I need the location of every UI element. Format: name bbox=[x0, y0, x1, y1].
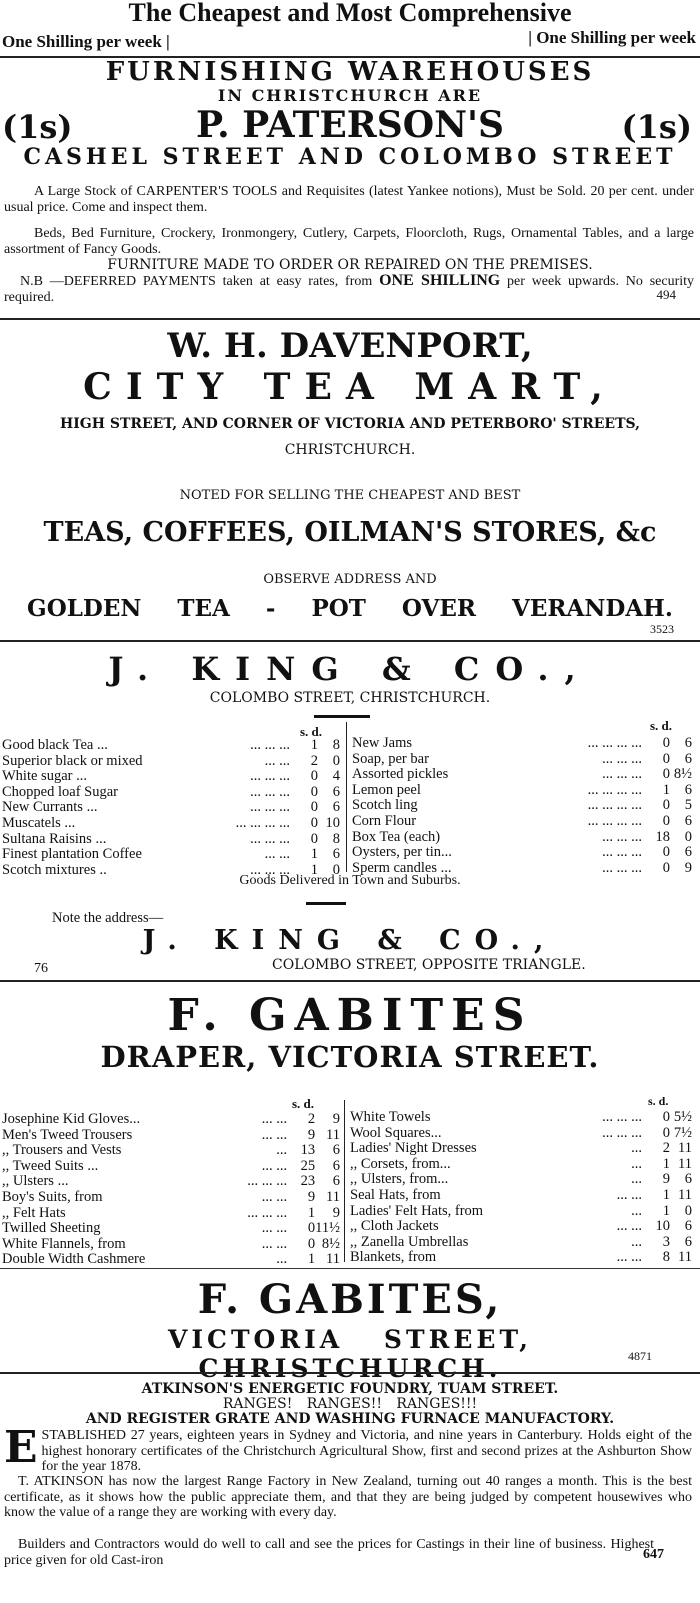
price-pence: 6 bbox=[684, 750, 692, 767]
price-pence: 6 bbox=[684, 812, 692, 829]
price-dots: ... ... bbox=[264, 752, 290, 769]
price-shillings: 25 bbox=[300, 1157, 316, 1174]
price-item: Good black Tea ... bbox=[2, 737, 108, 753]
gabites-left-list bbox=[2, 1112, 340, 1268]
price-item: Josephine Kid Gloves... bbox=[2, 1111, 141, 1127]
price-row bbox=[352, 798, 692, 814]
king-currency-left: s. d. bbox=[300, 724, 323, 739]
price-row bbox=[2, 1143, 340, 1159]
price-pence: 11 bbox=[326, 1126, 340, 1143]
price-dots: ... ... ... bbox=[602, 766, 642, 783]
price-shillings: 0 bbox=[662, 735, 670, 751]
price-row bbox=[352, 783, 692, 799]
price-row bbox=[2, 1159, 340, 1175]
price-shillings: 9 bbox=[307, 1188, 316, 1205]
price-shillings: 1 bbox=[662, 1155, 670, 1172]
price-row bbox=[352, 767, 692, 783]
price-row bbox=[2, 1206, 340, 1222]
price-pence: 8½ bbox=[321, 1235, 340, 1252]
price-pence: 6 bbox=[332, 1173, 340, 1190]
price-shillings: 18 bbox=[655, 828, 670, 845]
price-dots: ... ... ... bbox=[250, 737, 290, 753]
price-row bbox=[350, 1110, 692, 1126]
price-item: Box Tea (each) bbox=[352, 828, 441, 845]
price-shillings: 0 bbox=[310, 814, 318, 831]
price-pence: 5 bbox=[684, 797, 692, 814]
price-item: Corn Flour bbox=[352, 812, 417, 829]
atkinson-ad-number: 647 bbox=[643, 1547, 664, 1562]
price-shillings: 0 bbox=[310, 830, 318, 847]
price-item: Sperm candles ... bbox=[352, 859, 452, 876]
price-item: Seal Hats, from bbox=[350, 1186, 441, 1203]
price-shillings: 1 bbox=[310, 737, 318, 753]
price-dots: ... bbox=[631, 1202, 642, 1219]
price-dots: ... ... ... bbox=[602, 750, 642, 767]
price-pence: 0 bbox=[332, 752, 340, 769]
price-shillings: 1 bbox=[662, 781, 670, 798]
price-dots: ... ... ... bbox=[250, 783, 290, 800]
price-dots: ... ... bbox=[261, 1220, 288, 1237]
paterson-para2b: FURNITURE MADE TO ORDER OR REPAIRED ON THE PREMISES. bbox=[107, 257, 593, 273]
king-note: Note the address— bbox=[52, 910, 164, 926]
davenport-name: W. H. DAVENPORT, bbox=[167, 326, 533, 366]
price-shillings: 13 bbox=[300, 1142, 316, 1159]
davenport-address: HIGH STREET, AND CORNER OF VICTORIA AND PETERBORO' STREETS, bbox=[60, 416, 640, 432]
price-dots: ... ... ... ... bbox=[587, 735, 642, 751]
price-row bbox=[2, 785, 340, 801]
price-pence: 6 bbox=[684, 844, 692, 861]
price-row bbox=[2, 1190, 340, 1206]
price-shillings: 9 bbox=[307, 1126, 316, 1143]
price-pence: 11 bbox=[678, 1140, 692, 1157]
price-dots: ... ... ... ... bbox=[587, 797, 642, 814]
price-dots: ... ... ... bbox=[247, 1173, 288, 1190]
price-shillings: 1 bbox=[662, 1186, 670, 1203]
price-dots: ... bbox=[631, 1171, 642, 1188]
price-row bbox=[350, 1204, 692, 1220]
price-item: Twilled Sheeting bbox=[2, 1220, 101, 1237]
gabites-name: F. GABITES bbox=[167, 990, 533, 1041]
price-dots: ... ... ... bbox=[250, 861, 290, 878]
price-shillings: 0 bbox=[662, 797, 670, 814]
price-pence: 6 bbox=[332, 1142, 340, 1159]
price-shillings: 8 bbox=[662, 1249, 670, 1266]
price-row bbox=[2, 832, 340, 848]
price-item: New Currants ... bbox=[2, 799, 98, 816]
price-row bbox=[2, 1128, 340, 1144]
price-row bbox=[350, 1141, 692, 1157]
price-pence: 0 bbox=[684, 1202, 692, 1219]
price-shillings: 0 bbox=[662, 750, 670, 767]
price-shillings: 9 bbox=[662, 1171, 670, 1188]
king-divider-2 bbox=[306, 902, 346, 905]
price-item: ,, Tweed Suits ... bbox=[2, 1157, 99, 1174]
price-dots: ... ... ... bbox=[602, 1109, 642, 1125]
price-row bbox=[2, 769, 340, 785]
price-dots: ... ... bbox=[616, 1186, 642, 1203]
price-item: White Flannels, from bbox=[2, 1235, 126, 1252]
price-pence: 11 bbox=[678, 1249, 692, 1266]
price-row bbox=[352, 814, 692, 830]
king-divider bbox=[314, 715, 370, 718]
price-dots: ... ... bbox=[261, 1111, 288, 1127]
paterson-streets: CASHEL STREET AND COLOMBO STREET bbox=[23, 144, 677, 170]
price-row bbox=[2, 800, 340, 816]
price-dots: ... bbox=[631, 1233, 642, 1250]
price-pence: 9 bbox=[684, 859, 692, 876]
gabites-ad-number: 4871 bbox=[628, 1349, 652, 1363]
price-dots: ... ... bbox=[261, 1235, 288, 1252]
price-item: Double Width Cashmere bbox=[2, 1251, 146, 1268]
price-pence: 9 bbox=[332, 1204, 340, 1221]
paterson-para2a: Beds, Bed Furniture, Crockery, Ironmongery, Cutlery, Carpets, Floorcloth, Rugs, Ornamental Tables, and a large assortment of Fancy Goods. bbox=[4, 226, 694, 257]
price-row bbox=[2, 738, 340, 754]
price-item: White sugar ... bbox=[2, 768, 87, 785]
atkinson-para3: Builders and Contractors would do well to call and see the prices for Castings in their line of business. Highest price given for old Cast-iron bbox=[4, 1537, 654, 1568]
price-item: ,, Zanella Umbrellas bbox=[350, 1233, 469, 1250]
price-shillings: 1 bbox=[307, 1251, 316, 1268]
price-row bbox=[352, 845, 692, 861]
price-item: Sultana Raisins ... bbox=[2, 830, 107, 847]
price-dots: ... ... bbox=[616, 1249, 642, 1266]
king-currency-right: s. d. bbox=[650, 718, 673, 733]
price-row bbox=[2, 1252, 340, 1268]
king-right-list bbox=[352, 736, 692, 876]
gabites-currency-left: s. d. bbox=[292, 1096, 315, 1111]
price-dots: ... ... bbox=[261, 1157, 288, 1174]
price-item: Chopped loaf Sugar bbox=[2, 783, 118, 800]
price-item: ,, Trousers and Vests bbox=[2, 1142, 122, 1159]
price-pence: 6 bbox=[332, 783, 340, 800]
atkinson-subtitle: AND REGISTER GRATE AND WASHING FURNACE MANUFACTORY. bbox=[85, 1411, 615, 1427]
price-row bbox=[2, 754, 340, 770]
price-item: Assorted pickles bbox=[352, 766, 449, 783]
price-row bbox=[350, 1126, 692, 1142]
king-ad-number: 76 bbox=[34, 961, 48, 976]
gabites-name-2: F. GABITES, bbox=[197, 1276, 503, 1323]
price-item: Wool Squares... bbox=[350, 1124, 442, 1141]
price-pence: 9 bbox=[332, 1111, 340, 1127]
price-pence: 8 bbox=[332, 830, 340, 847]
price-item: Scotch mixtures .. bbox=[2, 861, 107, 878]
price-shillings: 0 bbox=[310, 768, 318, 785]
price-dots: ... ... ... bbox=[247, 1204, 288, 1221]
price-item: ,, Ulsters ... bbox=[2, 1173, 69, 1190]
price-pence: 4 bbox=[332, 768, 340, 785]
price-item: White Towels bbox=[350, 1109, 431, 1125]
price-shillings: 10 bbox=[655, 1218, 670, 1235]
price-shillings: 0 bbox=[662, 812, 670, 829]
price-pence: 8½ bbox=[673, 766, 692, 783]
price-row bbox=[350, 1188, 692, 1204]
price-dots: ... ... ... bbox=[602, 828, 642, 845]
price-shillings: 1 bbox=[662, 1202, 670, 1219]
price-dots: ... bbox=[276, 1142, 288, 1159]
price-item: Oysters, per tin... bbox=[352, 844, 452, 861]
price-shillings: 0 bbox=[310, 783, 318, 800]
davenport-business: CITY TEA MART, bbox=[83, 366, 617, 408]
price-pence: 6 bbox=[684, 1233, 692, 1250]
king-street: COLOMBO STREET, CHRISTCHURCH. bbox=[209, 690, 491, 706]
price-item: Superior black or mixed bbox=[2, 752, 143, 769]
price-pence: 0 bbox=[332, 861, 340, 878]
price-pence: 6 bbox=[332, 846, 340, 863]
price-row bbox=[352, 830, 692, 846]
price-row bbox=[350, 1250, 692, 1266]
paterson-para1: A Large Stock of CARPENTER'S TOOLS and Requisites (latest Yankee notions), Must be Sold. 20 per cent. under usual price. Come and inspect them. bbox=[4, 184, 694, 215]
price-row bbox=[350, 1172, 692, 1188]
price-item: Ladies' Night Dresses bbox=[350, 1140, 477, 1157]
price-dots: ... bbox=[631, 1140, 642, 1157]
price-item: ,, Felt Hats bbox=[2, 1204, 66, 1221]
price-row bbox=[2, 1112, 340, 1128]
paterson-para2c: N.B —DEFERRED PAYMENTS taken at easy rates, from ONE SHILLING per week upwards. No security required. bbox=[4, 272, 695, 305]
price-shillings: 1 bbox=[310, 846, 318, 863]
price-shillings: 0 bbox=[307, 1235, 316, 1252]
price-pence: 11 bbox=[326, 1251, 340, 1268]
price-dots: ... ... ... ... bbox=[587, 812, 642, 829]
atkinson-para2: T. ATKINSON has now the largest Range Factory in New Zealand, turning out 40 ranges a month. This is the best certificate, as it shows how the public appreciate them, and that they are being judged by competent housewives who know the value of a range they are working with every day. bbox=[4, 1474, 692, 1520]
price-dots: ... bbox=[631, 1155, 642, 1172]
gabites-right-list bbox=[350, 1110, 692, 1266]
price-dots: ... ... bbox=[616, 1218, 642, 1235]
price-item: Scotch ling bbox=[352, 797, 418, 814]
price-item: Muscatels ... bbox=[2, 814, 76, 831]
price-pence: 11 bbox=[678, 1155, 692, 1172]
price-pence: 11 bbox=[326, 1188, 340, 1205]
price-shillings: 2 bbox=[310, 752, 318, 769]
price-pence: 8 bbox=[332, 737, 340, 753]
paterson-headline: The Cheapest and Most Comprehensive bbox=[128, 0, 572, 27]
price-item: ,, Corsets, from... bbox=[350, 1155, 451, 1172]
price-item: Men's Tweed Trousers bbox=[2, 1126, 133, 1143]
davenport-goods: TEAS, COFFEES, OILMAN'S STORES, &c bbox=[43, 517, 657, 548]
price-item: Soap, per bar bbox=[352, 750, 429, 767]
price-pence: 11½ bbox=[315, 1220, 340, 1237]
king-name-2: J. KING & CO., bbox=[142, 925, 558, 956]
price-dots: ... ... ... bbox=[250, 830, 290, 847]
price-row bbox=[2, 847, 340, 863]
price-row bbox=[2, 1221, 340, 1237]
price-dots: ... ... bbox=[264, 846, 290, 863]
price-item: Blankets, from bbox=[350, 1249, 437, 1266]
price-row bbox=[2, 816, 340, 832]
king-street-2: COLOMBO STREET, OPPOSITE TRIANGLE. bbox=[272, 957, 586, 973]
price-row bbox=[350, 1235, 692, 1251]
price-shillings: 2 bbox=[307, 1111, 316, 1127]
price-dots: ... ... ... bbox=[250, 799, 290, 816]
price-dots: ... ... ... ... bbox=[235, 814, 290, 831]
price-row bbox=[352, 752, 692, 768]
king-name: J. KING & CO., bbox=[108, 650, 592, 688]
price-dots: ... ... ... bbox=[602, 1124, 642, 1141]
price-item: Lemon peel bbox=[352, 781, 421, 798]
price-dots: ... ... bbox=[261, 1188, 288, 1205]
price-pence: 11 bbox=[678, 1186, 692, 1203]
price-shillings: 0 bbox=[662, 1124, 670, 1141]
price-shillings: 2 bbox=[662, 1140, 670, 1157]
price-pence: 6 bbox=[684, 1171, 692, 1188]
price-pence: 0 bbox=[684, 828, 692, 845]
gabites-currency-right: s. d. bbox=[648, 1094, 669, 1108]
price-item: ,, Cloth Jackets bbox=[350, 1218, 439, 1235]
price-shillings: 1 bbox=[310, 861, 318, 878]
price-item: New Jams bbox=[352, 735, 413, 751]
price-pence: 7½ bbox=[673, 1124, 692, 1141]
price-item: Finest plantation Coffee bbox=[2, 846, 142, 863]
price-shillings: 0 bbox=[310, 799, 318, 816]
price-shillings: 0 bbox=[662, 1109, 670, 1125]
atkinson-para1: ESTABLISHED 27 years, eighteen years in Sydney and Victoria, and nine years in Canterbury. Holds eight of the highest honorary certificates of the Christchurch Agricultural Show, first and second prizes at the Ashburton Show for the year 1878. bbox=[4, 1422, 692, 1474]
davenport-ad-number: 3523 bbox=[650, 622, 674, 636]
gabites-subtitle: DRAPER, VICTORIA STREET. bbox=[100, 1040, 600, 1074]
price-dots: ... ... ... ... bbox=[587, 781, 642, 798]
price-right: (1s) bbox=[621, 108, 692, 146]
price-pence: 6 bbox=[332, 1157, 340, 1174]
price-pence: 6 bbox=[684, 781, 692, 798]
in-christchurch: IN CHRISTCHURCH ARE bbox=[217, 86, 483, 105]
price-pence: 6 bbox=[684, 735, 692, 751]
davenport-noted: NOTED FOR SELLING THE CHEAPEST AND BEST bbox=[179, 488, 521, 503]
price-shillings: 1 bbox=[307, 1204, 316, 1221]
price-dots: ... ... ... bbox=[602, 844, 642, 861]
price-pence: 10 bbox=[325, 814, 340, 831]
price-shillings: 0 bbox=[662, 766, 670, 783]
atkinson-dropcap: E bbox=[4, 1422, 38, 1473]
atkinson-title: ATKINSON'S ENERGETIC FOUNDRY, TUAM STREET. bbox=[141, 1381, 559, 1397]
davenport-observe: OBSERVE ADDRESS AND bbox=[263, 572, 437, 587]
price-shillings: 0 bbox=[662, 859, 670, 876]
price-row bbox=[2, 1237, 340, 1253]
atkinson-ranges: RANGES! RANGES!! RANGES!!! bbox=[222, 1396, 478, 1412]
price-left: (1s) bbox=[2, 108, 73, 146]
price-item: Ladies' Felt Hats, from bbox=[350, 1202, 484, 1219]
price-shillings: 23 bbox=[300, 1173, 316, 1190]
price-dots: ... ... bbox=[261, 1126, 288, 1143]
price-item: Boy's Suits, from bbox=[2, 1188, 103, 1205]
price-shillings: 0 bbox=[307, 1220, 316, 1237]
price-shillings: 0 bbox=[662, 844, 670, 861]
price-dots: ... bbox=[276, 1251, 288, 1268]
price-row bbox=[350, 1157, 692, 1173]
price-row bbox=[2, 1174, 340, 1190]
price-row bbox=[350, 1219, 692, 1235]
price-pence: 5½ bbox=[673, 1109, 692, 1125]
price-dots: ... ... ... bbox=[250, 768, 290, 785]
shilling-right: | One Shilling per week bbox=[528, 28, 696, 47]
shilling-left: One Shilling per week | bbox=[2, 32, 170, 51]
price-pence: 6 bbox=[684, 1218, 692, 1235]
price-dots: ... ... ... bbox=[602, 859, 642, 876]
warehouses-title: FURNISHING WAREHOUSES bbox=[105, 57, 595, 87]
king-delivery: Goods Delivered in Town and Suburbs. bbox=[239, 873, 461, 888]
paterson-name: P. PATERSON'S bbox=[195, 104, 505, 146]
paterson-ad-number: 494 bbox=[656, 287, 676, 302]
gabites-address-2: VICTORIA STREET, CHRISTCHURCH. bbox=[167, 1325, 533, 1383]
price-row bbox=[352, 736, 692, 752]
king-left-list bbox=[2, 738, 340, 878]
davenport-city: CHRISTCHURCH. bbox=[284, 442, 416, 458]
price-shillings: 3 bbox=[662, 1233, 670, 1250]
davenport-teapot: GOLDEN TEA - POT OVER VERANDAH. bbox=[27, 595, 673, 622]
price-pence: 6 bbox=[332, 799, 340, 816]
price-item: ,, Ulsters, from... bbox=[350, 1171, 449, 1188]
